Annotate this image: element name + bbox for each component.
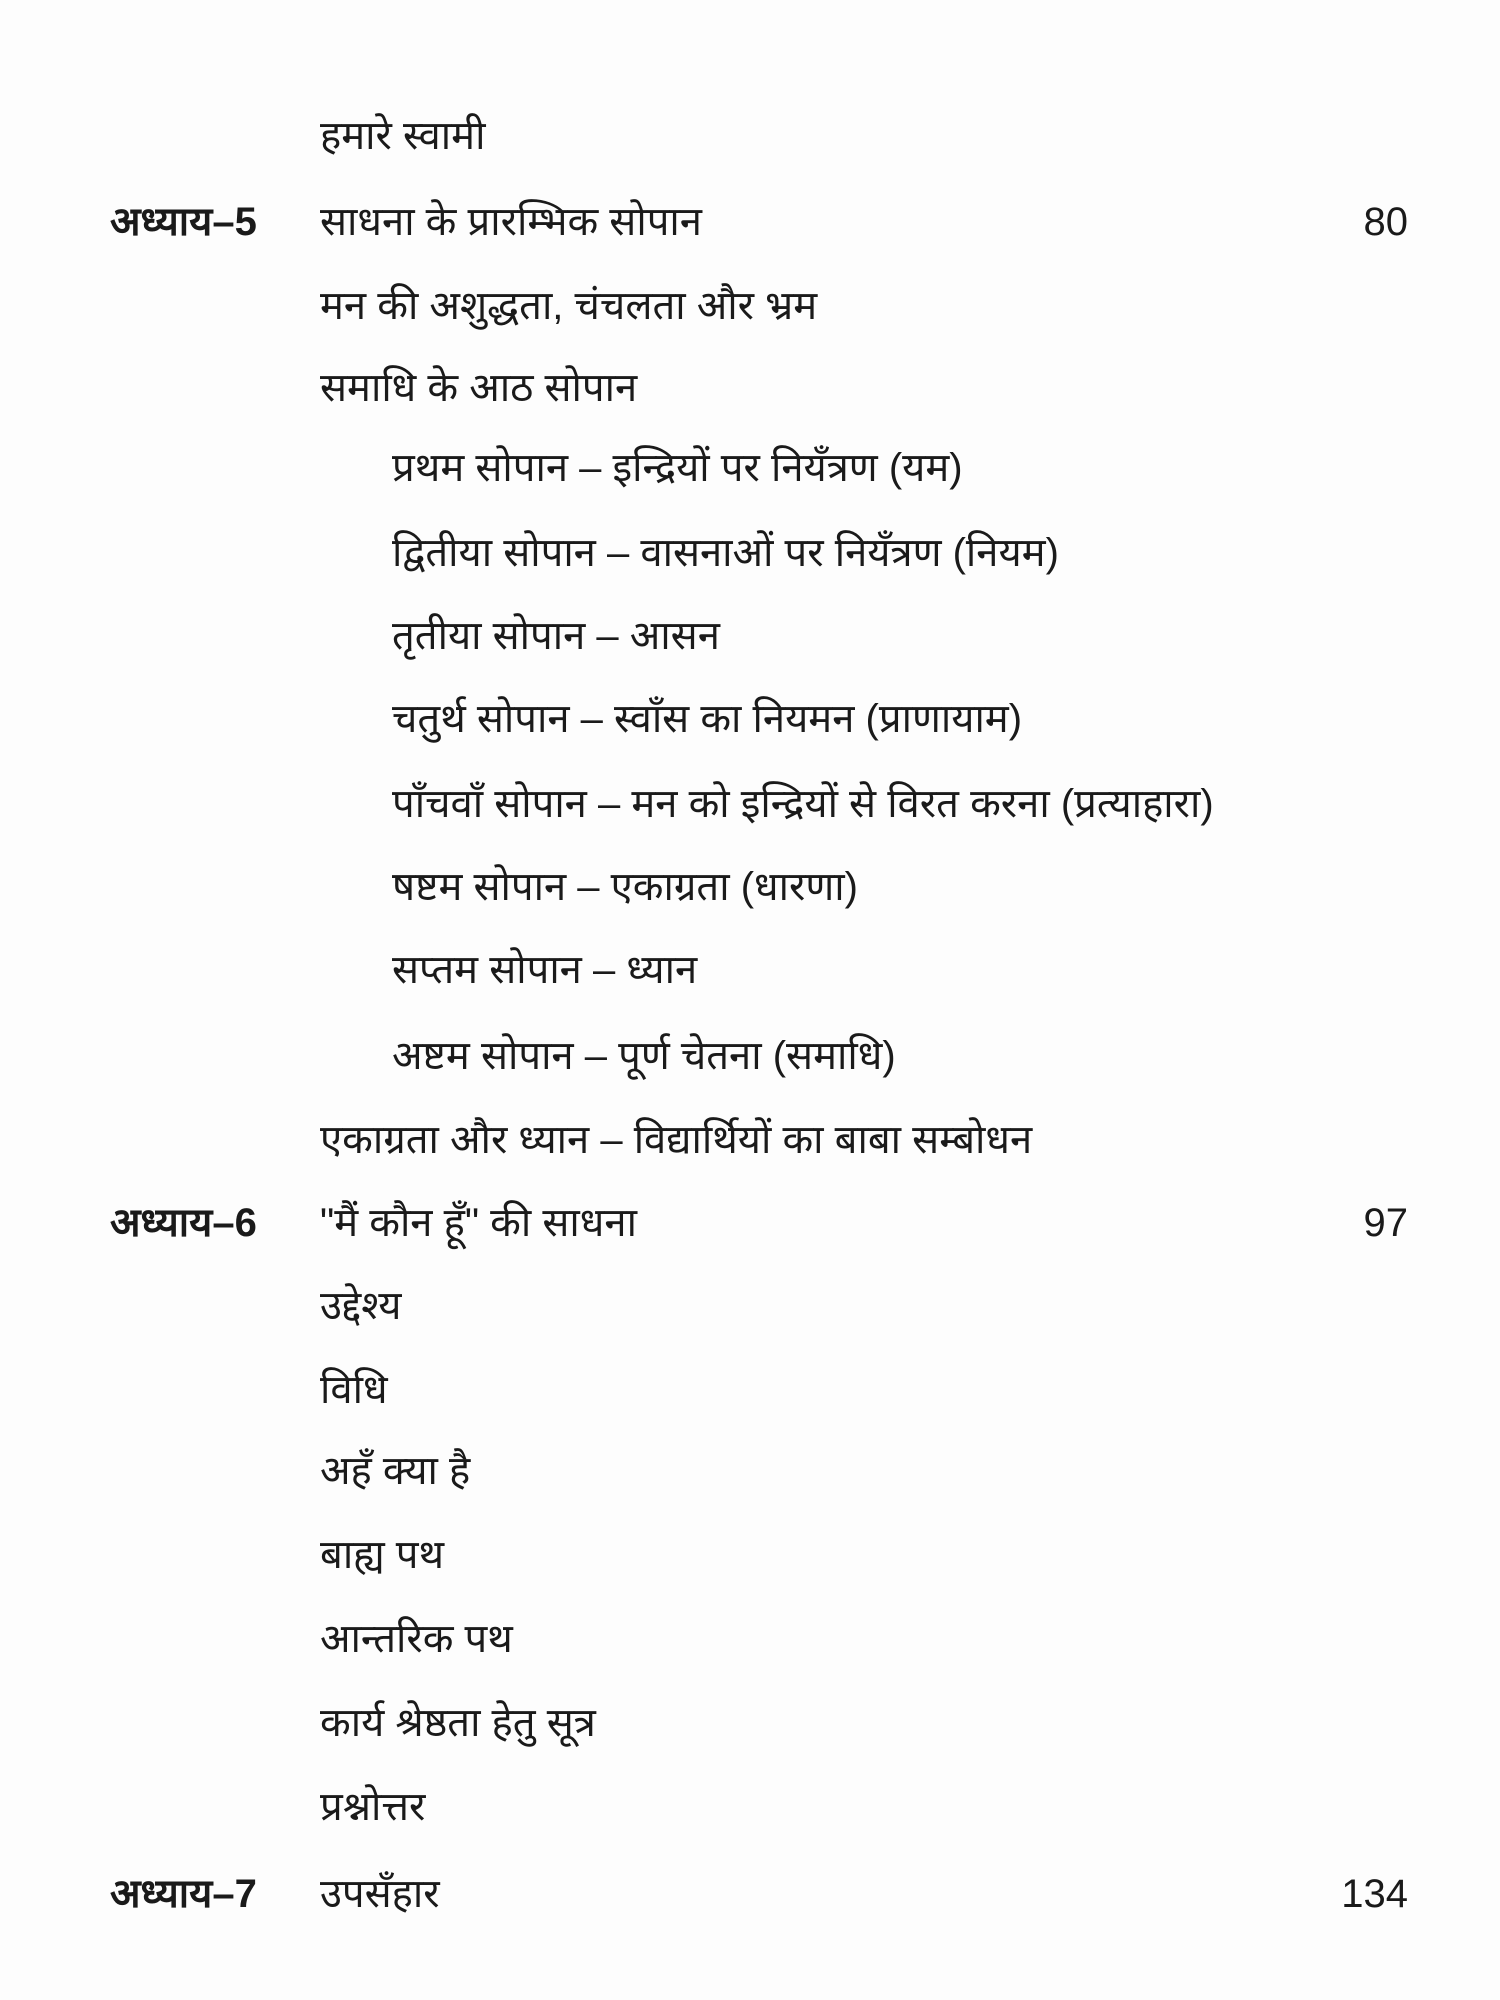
toc-entry-row: [0, 1525, 1500, 1585]
page-number: 80: [1363, 200, 1408, 244]
toc-entry-row: [0, 523, 1500, 583]
page-number: 134: [1341, 1872, 1408, 1916]
entry-title: द्वितीया सोपान – वासनाओं पर नियँत्रण (नियम): [392, 531, 1059, 575]
entry-title: एकाग्रता और ध्यान – विद्यार्थियों का बाबा सम्बोधन: [320, 1118, 1033, 1162]
entry-title: हमारे स्वामी: [320, 114, 486, 158]
toc-entry-row: [0, 1693, 1500, 1753]
chapter-label: अध्याय–7: [110, 1872, 257, 1916]
entry-title: प्रश्नोत्तर: [320, 1785, 426, 1829]
toc-entry-row: [0, 1360, 1500, 1420]
entry-title: सप्तम सोपान – ध्यान: [392, 948, 698, 992]
entry-title: विधि: [320, 1368, 388, 1412]
entry-title: समाधि के आठ सोपान: [320, 366, 638, 410]
toc-entry-row: [0, 774, 1500, 834]
toc-entry-row: [0, 606, 1500, 666]
toc-entry-row: [0, 1441, 1500, 1501]
chapter-label: अध्याय–5: [110, 200, 257, 244]
toc-entry-row: [0, 276, 1500, 336]
toc-chapter-row: [0, 1193, 1500, 1253]
toc-entry-row: [0, 1026, 1500, 1086]
toc-entry-row: [0, 1276, 1500, 1336]
toc-entry-row: [0, 438, 1500, 498]
entry-title: बाह्य पथ: [320, 1533, 445, 1577]
entry-title: तृतीया सोपान – आसन: [392, 614, 720, 658]
toc-entry-row: [0, 106, 1500, 166]
entry-title: प्रथम सोपान – इन्द्रियों पर नियँत्रण (यम): [392, 446, 963, 490]
entry-title: साधना के प्रारम्भिक सोपान: [320, 200, 702, 244]
page-number: 97: [1363, 1201, 1408, 1245]
toc-entry-row: [0, 1609, 1500, 1669]
entry-title: उपसँहार: [320, 1872, 440, 1916]
entry-title: पाँचवाँ सोपान – मन को इन्द्रियों से विरत करना (प्रत्याहारा): [392, 782, 1214, 826]
entry-title: षष्टम सोपान – एकाग्रता (धारणा): [392, 865, 858, 909]
entry-title: "मैं कौन हूँ" की साधना: [320, 1201, 637, 1245]
entry-title: आन्तरिक पथ: [320, 1617, 513, 1661]
entry-title: उद्देश्य: [320, 1284, 402, 1328]
toc-entry-row: [0, 1110, 1500, 1170]
entry-title: अहँ क्या है: [320, 1449, 471, 1493]
entry-title: मन की अशुद्धता, चंचलता और भ्रम: [320, 284, 818, 328]
toc-entry-row: [0, 857, 1500, 917]
entry-title: अष्टम सोपान – पूर्ण चेतना (समाधि): [392, 1034, 896, 1078]
entry-title: चतुर्थ सोपान – स्वाँस का नियमन (प्राणायाम): [392, 697, 1023, 741]
toc-chapter-row: [0, 192, 1500, 252]
chapter-label: अध्याय–6: [110, 1201, 257, 1245]
toc-entry-row: [0, 1777, 1500, 1837]
toc-chapter-row: [0, 1864, 1500, 1924]
toc-entry-row: [0, 940, 1500, 1000]
toc-entry-row: [0, 358, 1500, 418]
toc-entry-row: [0, 689, 1500, 749]
entry-title: कार्य श्रेष्ठता हेतु सूत्र: [320, 1701, 596, 1745]
